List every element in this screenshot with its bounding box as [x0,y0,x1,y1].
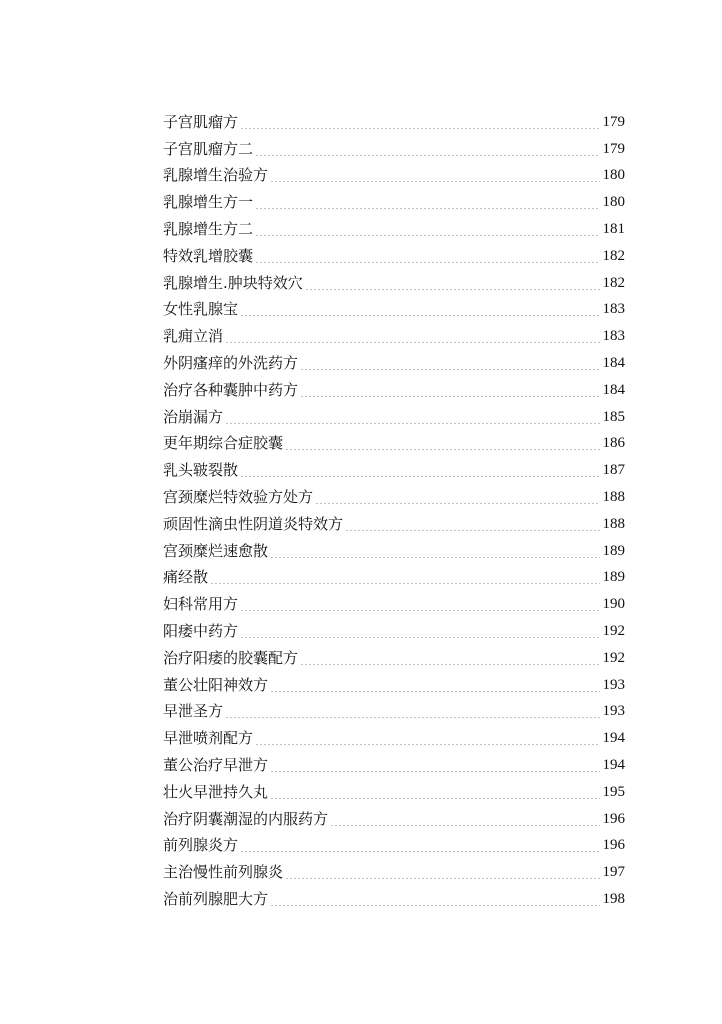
toc-entry-page: 190 [602,596,625,613]
dot-leader [285,878,599,879]
toc-entry[interactable] [163,672,625,699]
toc-entry-title: 主治慢性前列腺炎 [163,863,284,882]
dot-leader [240,851,599,852]
toc-entry-title: 治疗阳痿的胶囊配方 [163,648,299,667]
dot-leader [270,798,599,799]
toc-entry-page: 187 [602,462,625,479]
toc-entry-page: 179 [602,113,625,130]
toc-entry[interactable] [163,323,625,350]
toc-entry-page: 194 [602,757,625,774]
toc-entry-title: 壮火早泄持久丸 [163,782,269,801]
toc-entry[interactable] [163,725,625,752]
toc-entry-page: 192 [602,649,625,666]
toc-entry-title: 早泄圣方 [163,702,224,721]
dot-leader [300,396,599,397]
dot-leader [300,369,599,370]
toc-entry-page: 181 [602,221,625,238]
dot-leader [270,181,599,182]
dot-leader [225,423,599,424]
toc-entry[interactable] [163,565,625,592]
toc-entry-title: 治疗阴囊潮湿的内服药方 [163,809,329,828]
toc-entry-page: 180 [602,194,625,211]
toc-entry[interactable] [163,457,625,484]
toc-entry-page: 196 [602,810,625,827]
toc-entry-title: 更年期综合症胶囊 [163,434,284,453]
toc-entry[interactable] [163,833,625,860]
dot-leader [305,289,600,290]
toc-entry-page: 184 [602,355,625,372]
toc-entry-title: 宫颈糜烂速愈散 [163,541,269,560]
dot-leader [315,503,599,504]
toc-entry-page: 194 [602,730,625,747]
toc-entry-title: 子宫肌瘤方 [163,112,239,131]
toc-entry-page: 195 [602,783,625,800]
toc-entry-title: 乳腺增生.肿块特效穴 [163,273,303,292]
toc-entry[interactable] [163,886,625,913]
toc-entry[interactable] [163,431,625,458]
dot-leader [270,905,599,906]
toc-entry-page: 186 [602,435,625,452]
toc-entry-title: 阳痿中药方 [163,622,239,641]
toc-entry-page: 182 [602,247,625,264]
toc-entry[interactable] [163,243,625,270]
toc-entry-title: 早泄喷剂配方 [163,729,254,748]
toc-entry-title: 乳腺增生方二 [163,220,254,239]
toc-entry-page: 192 [602,623,625,640]
toc-entry-page: 182 [602,274,625,291]
toc-entry[interactable] [163,591,625,618]
dot-leader [300,664,599,665]
dot-leader [225,717,599,718]
toc-entry-page: 188 [602,515,625,532]
dot-leader [270,771,599,772]
toc-entry-title: 乳痈立消 [163,327,224,346]
toc-entry-page: 183 [602,328,625,345]
toc-entry[interactable] [163,645,625,672]
toc-entry[interactable] [163,109,625,136]
toc-entry[interactable] [163,538,625,565]
dot-leader [270,557,599,558]
toc-entry[interactable] [163,511,625,538]
toc-entry-title: 董公治疗早泄方 [163,756,269,775]
toc-entry-title: 特效乳增胶囊 [163,246,254,265]
toc-entry[interactable] [163,163,625,190]
dot-leader [255,262,599,263]
toc-entry-title: 乳腺增生治验方 [163,166,269,185]
dot-leader [225,342,599,343]
toc-entry[interactable] [163,377,625,404]
toc-entry[interactable] [163,136,625,163]
toc-entry-title: 宫颈糜烂特效验方处方 [163,488,314,507]
dot-leader [210,583,599,584]
toc-entry-title: 子宫肌瘤方二 [163,139,254,158]
toc-entry[interactable] [163,216,625,243]
toc-entry-title: 乳头皲裂散 [163,461,239,480]
toc-entry-page: 189 [602,569,625,586]
dot-leader [255,208,599,209]
toc-entry[interactable] [163,752,625,779]
toc-entry[interactable] [163,350,625,377]
dot-leader [345,530,599,531]
toc-entry[interactable] [163,806,625,833]
toc-entry-page: 179 [602,140,625,157]
dot-leader [240,315,599,316]
toc-entry[interactable] [163,699,625,726]
dot-leader [255,744,599,745]
toc-entry-page: 184 [602,381,625,398]
toc-entry-title: 治前列腺肥大方 [163,890,269,908]
toc-entry-title: 外阴瘙痒的外洗药方 [163,354,299,373]
toc-entry-title: 前列腺炎方 [163,836,239,855]
toc-entry[interactable] [163,484,625,511]
toc-entry[interactable] [163,859,625,886]
toc-entry-title: 妇科常用方 [163,595,239,614]
toc-entry-title: 治疗各种囊肿中药方 [163,380,299,399]
toc-entry-title: 董公壮阳神效方 [163,675,269,694]
dot-leader [240,476,599,477]
toc-entry-title: 女性乳腺宝 [163,300,239,319]
toc-entry-page: 185 [602,408,625,425]
toc-entry-page: 198 [602,891,625,907]
toc-entry-title: 顽固性滴虫性阴道炎特效方 [163,514,344,533]
toc-entry-page: 189 [602,542,625,559]
dot-leader [240,128,599,129]
toc-entry-page: 183 [602,301,625,318]
toc-entry-page: 180 [602,167,625,184]
toc-entry-page: 188 [602,489,625,506]
dot-leader [240,610,599,611]
dot-leader [285,449,599,450]
dot-leader [330,825,599,826]
toc-entry[interactable] [163,270,625,297]
toc-entry[interactable] [163,189,625,216]
toc-entry-page: 197 [602,864,625,881]
toc-entry-page: 196 [602,837,625,854]
toc-entry-title: 痛经散 [163,568,209,587]
toc-entry-title: 治崩漏方 [163,407,224,426]
dot-leader [255,235,599,236]
table-of-contents [163,109,625,913]
toc-entry-page: 193 [602,703,625,720]
toc-entry-page: 193 [602,676,625,693]
toc-entry[interactable] [163,404,625,431]
dot-leader [255,155,599,156]
toc-entry[interactable] [163,297,625,324]
toc-entry[interactable] [163,779,625,806]
toc-entry-title: 乳腺增生方一 [163,193,254,212]
dot-leader [240,637,599,638]
toc-entry[interactable] [163,618,625,645]
dot-leader [270,691,599,692]
